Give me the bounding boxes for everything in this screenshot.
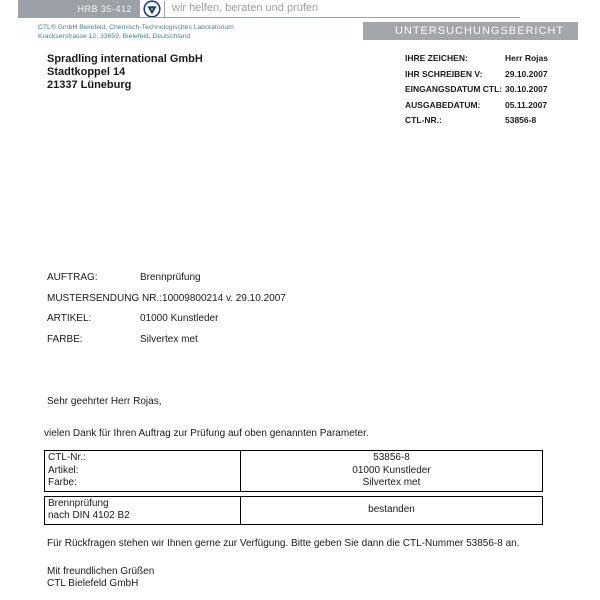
reference-row-your-letter: [405, 69, 548, 85]
reference-row-your-ref: [405, 53, 548, 69]
closing-text: Für Rückfragen stehen wir Ihnen gerne zur Verfügung. Bitte geben Sie dann die CTL-Nummer 53856-8 an.: [47, 538, 520, 549]
signature-block: [47, 566, 154, 590]
reference-row-ctl-number: [405, 115, 548, 131]
header-rule: [18, 17, 520, 18]
order-row-artikel: [47, 313, 286, 334]
regards-text: Mit freundlichen Grüßen: [47, 566, 155, 577]
ctl-logo-icon: [140, 0, 163, 18]
header-divider: [164, 1, 165, 17]
table-value-artikel: 01000 Kunstleder: [352, 464, 431, 476]
order-label: AUFTRAG:: [47, 272, 98, 283]
signature-company: CTL Bielefeld GmbH: [47, 578, 139, 589]
table-row-test-result: [44, 496, 543, 525]
table-row-sample-info: [44, 450, 543, 492]
order-value: 10009800214 v. 29.10.2007: [162, 292, 286, 304]
test-name-line2: nach DIN 4102 B2: [48, 510, 130, 521]
reference-value: 29.10.2007: [505, 68, 548, 79]
reference-label: EINGANGSDATUM CTL:: [405, 84, 503, 94]
table-label-ctl-nr: CTL-Nr.:: [48, 452, 86, 463]
test-result-value: bestanden: [368, 503, 415, 515]
test-name-line1: Brennprüfung: [48, 497, 109, 509]
order-value: Brennprüfung: [140, 272, 201, 283]
table-value-ctl-nr: 53856-8: [373, 452, 410, 463]
hrb-register-badge: [18, 0, 140, 17]
recipient-street: Stadtkoppel 14: [47, 66, 126, 78]
reference-label: IHRE ZEICHEN:: [405, 53, 468, 63]
order-label: FARBE:: [47, 333, 83, 345]
reference-row-received-date: [405, 84, 548, 100]
company-name-line: CTL® GmbH Bielefeld, Chemisch-Technologisches Laboratorium: [38, 24, 234, 31]
recipient-city: 21337 Lüneburg: [47, 79, 132, 91]
company-street-line: Krackserstrasse 12, 33659, Bielefeld, Deutschland: [38, 32, 191, 40]
order-details-block: [47, 272, 286, 354]
reference-value: 30.10.2007: [505, 84, 548, 94]
table-label-artikel: Artikel:: [48, 464, 79, 476]
report-title: UNTERSUCHUNGSBERICHT: [394, 25, 565, 37]
reference-value: 05.11.2007: [505, 99, 548, 110]
sample-info-values: [241, 451, 542, 491]
order-row-mustersendung: [47, 293, 286, 314]
intro-text: vielen Dank für Ihren Auftrag zur Prüfung auf oben genannten Parameter.: [44, 428, 369, 439]
order-row-auftrag: [47, 272, 286, 293]
test-name-cell: [45, 497, 241, 524]
order-row-farbe: [47, 334, 286, 355]
table-value-farbe: Silvertex met: [362, 477, 421, 488]
reference-row-issue-date: [405, 100, 548, 116]
company-tagline: wir helfen, beraten und prüfen: [172, 2, 319, 14]
report-title-bar: [363, 22, 578, 40]
reference-block: [405, 53, 548, 131]
order-value: 01000 Kunstleder: [140, 313, 219, 324]
recipient-address-block: [47, 53, 203, 92]
salutation-text: Sehr geehrter Herr Rojas,: [47, 396, 162, 407]
test-result-cell: [241, 497, 542, 524]
order-label: ARTIKEL:: [47, 313, 92, 324]
hrb-register-label: HRB 35-412: [77, 3, 132, 14]
reference-label: CTL-NR.:: [405, 115, 442, 125]
order-label: MUSTERSENDUNG NR.:: [47, 292, 163, 304]
results-table: [44, 450, 543, 525]
recipient-name: Spradling international GmbH: [47, 53, 203, 65]
reference-value: 53856-8: [505, 115, 537, 125]
reference-label: AUSGABEDATUM:: [405, 99, 481, 110]
reference-label: IHR SCHREIBEN V:: [405, 68, 483, 79]
sample-info-labels: [45, 451, 241, 491]
table-label-farbe: Farbe:: [48, 477, 77, 488]
company-address-block: [38, 24, 234, 41]
order-value: Silvertex met: [140, 333, 198, 345]
reference-value: Herr Rojas: [505, 53, 548, 63]
